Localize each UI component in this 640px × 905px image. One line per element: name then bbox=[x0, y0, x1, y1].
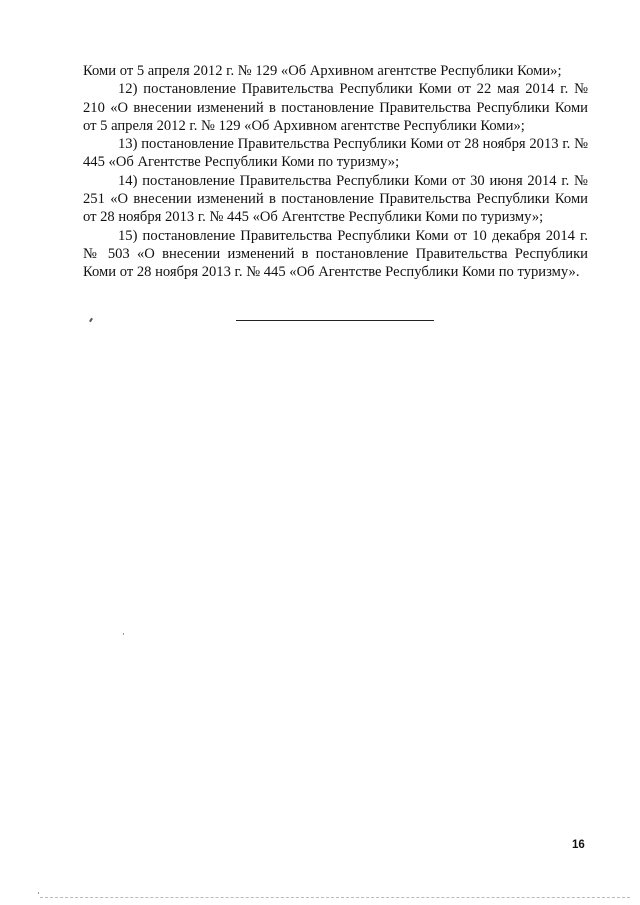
list-item-12: 12) постановление Правительства Республики Коми от 22 мая 2014 г. № 210 «О внесении изменений в постановление Правительства Республики Коми от 5 апреля 2012 г. № 129 «Об Архивном агентстве Республики Коми»; bbox=[83, 81, 588, 134]
list-item-15: 15) постановление Правительства Республики Коми от 10 декабря 2014 г. № 503 «О внесении изменений в постановление Правительства Республики Коми от 28 ноября 2013 г. № 445 «Об Агентстве Республики Коми по туризму». bbox=[83, 227, 588, 281]
scan-bottom-edge bbox=[40, 897, 630, 898]
scan-speck bbox=[123, 633, 124, 635]
list-item-14: 14) постановление Правительства Республики Коми от 30 июня 2014 г. № 251 «О внесении изменений в постановление Правительства Республики Коми от 28 ноября 2013 г. № 445 «Об Агентстве Республики Коми по туризму»; bbox=[83, 172, 588, 226]
scan-speck bbox=[38, 892, 39, 894]
list-item-continuation: Коми от 5 апреля 2012 г. № 129 «Об Архивном агентстве Республики Коми»; bbox=[83, 63, 562, 79]
document-body bbox=[83, 62, 588, 282]
scan-artifact-mark bbox=[89, 318, 93, 322]
page-number: 16 bbox=[572, 839, 585, 851]
list-item-13: 13) постановление Правительства Республики Коми от 28 ноября 2013 г. № 445 «Об Агентстве Республики Коми по туризму»; bbox=[83, 136, 588, 171]
end-of-text-divider bbox=[236, 320, 434, 321]
